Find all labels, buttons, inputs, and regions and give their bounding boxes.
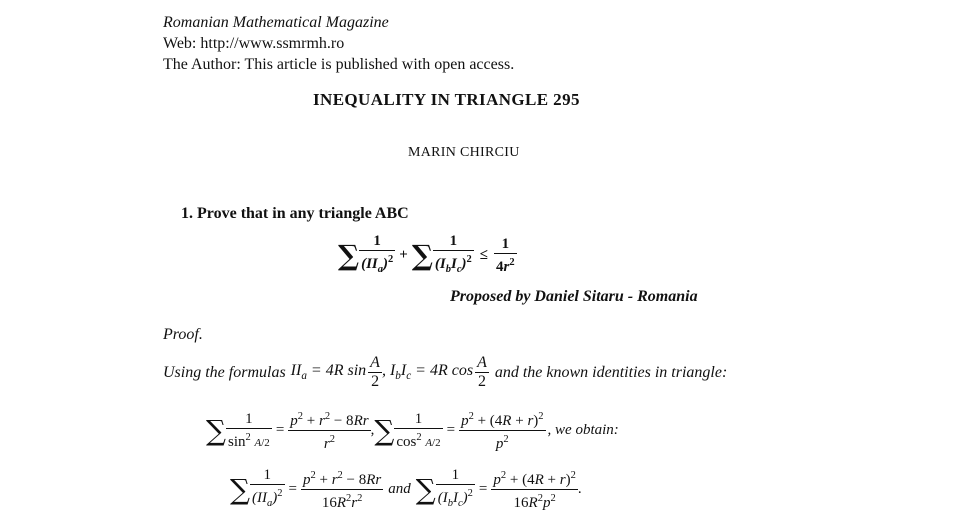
problem-statement-text: 1. Prove that in any triangle ABC	[181, 205, 409, 222]
fraction-identity-sin: $\frac{p^2 + r^2 - 8Rr}{r^2}$	[290, 411, 369, 452]
problem-statement	[181, 205, 409, 223]
we-obtain-text: , we obtain:	[547, 422, 619, 438]
fraction-1-over-IbIc2: $\frac{1}{(I_bI_c)^2}$	[434, 233, 472, 275]
fraction-1-over-IIa2: $\frac{1}{(II_a)^2}$	[252, 467, 283, 509]
journal-name: Romanian Mathematical Magazine	[163, 14, 389, 31]
open-access-note: The Author: This article is published with open access.	[163, 56, 515, 73]
journal-web: Web: http://www.ssmrmh.ro	[163, 35, 345, 52]
sum-symbol: ∑	[230, 472, 250, 506]
using-text: Using the formulas	[163, 363, 286, 381]
article-title: INEQUALITY IN TRIANGLE 295	[313, 90, 580, 109]
fraction-1-over-sin2: $\frac{1}{\sin^2 A/2}$	[228, 410, 270, 450]
fraction-result-2: $\frac{p^2 + (4R + r)^2}{16R^2p^2}$	[493, 470, 576, 511]
fraction-A-over-2: $\frac{A}{2}$	[370, 354, 380, 390]
sum-symbol: ∑	[411, 238, 433, 272]
sum-symbol: ∑	[338, 238, 360, 272]
result-line: ∑ $\frac{1}{(II_a)^2}$ = $\frac{p^2 + r^2 - 8Rr}{16R^2r^2}$ and ∑ $\frac{1}{(I_bI_c)^2}$ = $\frac{p^2 + (4R + r)^2}{16R^2p^2}$ .	[230, 467, 582, 511]
fraction-1-over-cos2: $\frac{1}{\cos^2 A/2}$	[396, 410, 441, 450]
formulas-line: Using the formulas $II_a = 4R$ sin $\frac{A}{2}$ , $I_bI_c = 4R$ cos $\frac{A}{2}$ and the known identities in triangle:	[163, 354, 728, 390]
fraction-1-over-IbIc2: $\frac{1}{(I_bI_c)^2}$	[437, 467, 473, 509]
main-inequality: ∑ $\frac{1}{(II_a)^2}$ + ∑ $\frac{1}{(I_bI_c)^2}$ ≤ $\frac{1}{4r^2}$	[338, 232, 517, 279]
proof-label: Proof.	[163, 326, 203, 343]
and-word: and	[388, 481, 411, 497]
known-identities-text: and the known identities in triangle:	[494, 363, 728, 381]
fraction-1-over-4r2: $\frac{1}{4r^2}$	[496, 236, 515, 275]
sum-symbol: ∑	[415, 472, 436, 506]
fraction-1-over-IIa2: $\frac{1}{(II_a)^2}$	[361, 233, 394, 275]
sum-symbol: ∑	[374, 413, 395, 447]
article-author: MARIN CHIRCIU	[408, 145, 520, 160]
fraction-identity-cos: $\frac{p^2 + (4R + r)^2}{p^2}$	[461, 411, 544, 452]
sum-symbol: ∑	[206, 413, 226, 447]
fraction-result-1: $\frac{p^2 + r^2 - 8Rr}{16R^2r^2}$	[302, 470, 382, 511]
identities-line: ∑ $\frac{1}{\sin^2 A/2}$ = $\frac{p^2 + r^2 - 8Rr}{r^2}$ , ∑ $\frac{1}{\cos^2 A/2}$ = $\frac{p^2 + (4R + r)^2}{p^2}$ , we obtain:	[206, 408, 619, 453]
fraction-A-over-2: $\frac{A}{2}$	[477, 354, 487, 390]
proposed-by: Proposed by Daniel Sitaru - Romania	[450, 288, 698, 305]
